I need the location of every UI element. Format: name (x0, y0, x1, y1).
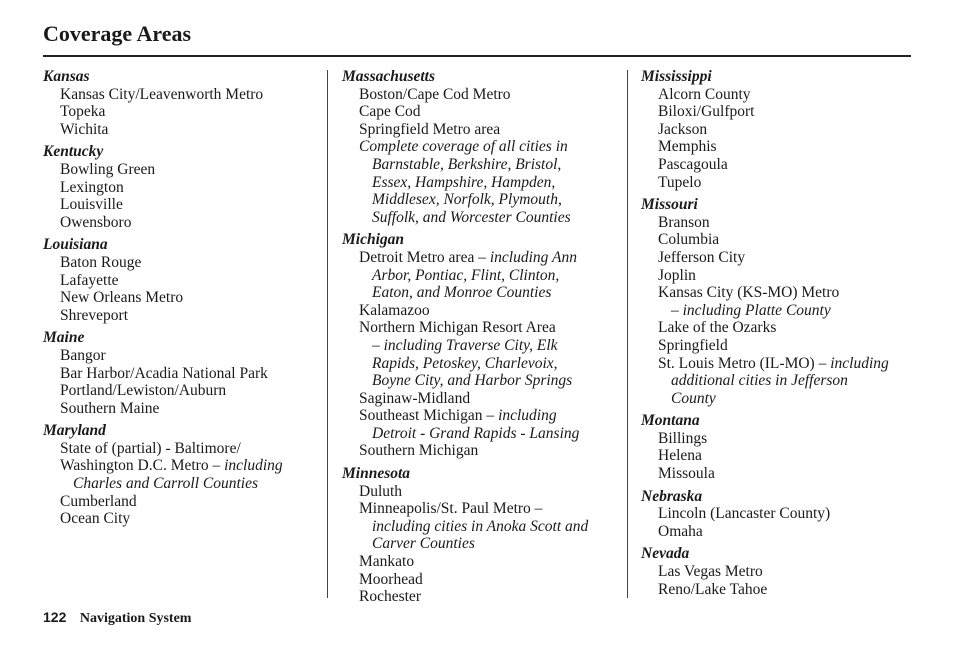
state-heading (342, 68, 627, 86)
coverage-area-item (641, 231, 916, 249)
entry-text: Mississippi (641, 68, 712, 85)
coverage-area-item (641, 138, 916, 156)
entry-text: Springfield Metro area (359, 120, 501, 138)
coverage-area-item (641, 355, 916, 373)
entry-text: Kentucky (43, 143, 104, 161)
coverage-note-line (342, 174, 627, 192)
entry-text: Tupelo (658, 173, 702, 191)
entry-text: Reno/Lake Tahoe (658, 580, 768, 598)
entry-text: Las Vegas Metro (658, 563, 763, 581)
entry-text: Cumberland (60, 492, 137, 510)
entry-text: Maryland (43, 422, 106, 440)
coverage-area-item (43, 103, 323, 121)
coverage-area-item (342, 103, 627, 121)
coverage-area-item (641, 103, 916, 121)
coverage-area-item (43, 307, 323, 325)
coverage-area-item (342, 407, 627, 425)
coverage-note-line (342, 284, 627, 302)
coverage-note-line (641, 372, 916, 390)
coverage-area-item (641, 581, 916, 599)
coverage-area-item (342, 390, 627, 408)
coverage-note-line (641, 390, 916, 408)
entry-text: Alcorn County (658, 85, 751, 103)
entry-text: Maine (43, 329, 85, 347)
column-divider (627, 70, 628, 598)
coverage-note-line (342, 425, 627, 443)
coverage-column-2 (342, 68, 627, 606)
title-rule (43, 55, 911, 57)
entry-text: Bowling Green (60, 160, 156, 178)
coverage-area-item (641, 156, 916, 174)
entry-text: Baton Rouge (60, 253, 142, 271)
entry-text: Boston/Cape Cod Metro (359, 85, 511, 103)
entry-text: Jefferson City (658, 248, 746, 266)
coverage-note-line (342, 355, 627, 373)
entry-italic-text: including (498, 407, 557, 425)
coverage-area-item (342, 249, 627, 267)
entry-text: Boyne City, and Harbor Springs (372, 372, 573, 390)
entry-text: Montana (641, 412, 700, 430)
entry-text: New Orleans Metro (60, 289, 184, 307)
page-number: 122 (43, 609, 67, 625)
state-heading (43, 143, 323, 161)
entry-text: Owensboro (60, 213, 132, 231)
entry-text: Michigan (342, 231, 405, 249)
entry-text: Mankato (359, 553, 415, 571)
entry-text: Suffolk, and Worcester Counties (372, 208, 571, 226)
entry-text: Missoula (658, 465, 715, 483)
coverage-area-item (641, 430, 916, 448)
coverage-area-item (641, 465, 916, 483)
coverage-area-item (43, 382, 323, 400)
entry-text: Bar Harbor/Acadia National Park (60, 364, 268, 382)
coverage-area-item (43, 121, 323, 139)
coverage-area-item (641, 319, 916, 337)
entry-text: Memphis (658, 138, 717, 156)
entry-text: Springfield (658, 336, 728, 354)
coverage-area-item (43, 254, 323, 272)
coverage-area-item (43, 196, 323, 214)
entry-text: Nevada (641, 545, 690, 563)
coverage-note-line (342, 518, 627, 536)
coverage-area-item (342, 500, 627, 518)
entry-text: Saginaw-Midland (359, 389, 471, 407)
entry-text: Kansas (43, 68, 90, 85)
coverage-area-item (641, 86, 916, 104)
footer-section: Navigation System (79, 611, 192, 626)
coverage-area-item (43, 400, 323, 418)
coverage-area-item (342, 553, 627, 571)
entry-text: Rochester (359, 588, 421, 606)
entry-text: Cape Cod (359, 103, 421, 121)
coverage-area-item (342, 319, 627, 337)
state-heading (641, 488, 916, 506)
entry-text: Middlesex, Norfolk, Plymouth, (372, 191, 562, 209)
coverage-area-item (641, 249, 916, 267)
coverage-area-item (641, 523, 916, 541)
state-heading (43, 329, 323, 347)
coverage-note-line (342, 535, 627, 553)
coverage-area-item (342, 302, 627, 320)
coverage-area-item (43, 179, 323, 197)
state-heading (641, 412, 916, 430)
coverage-area-item (43, 272, 323, 290)
coverage-area-item (641, 267, 916, 285)
entry-text: Kansas City (KS-MO) Metro (658, 284, 840, 302)
coverage-area-item (641, 337, 916, 355)
state-heading (43, 68, 323, 86)
entry-text: Columbia (658, 231, 720, 249)
entry-text: Southeast Michigan – (359, 407, 499, 425)
coverage-note-line (342, 267, 627, 285)
coverage-area-item (342, 442, 627, 460)
coverage-column-1 (43, 68, 323, 528)
coverage-area-item (342, 483, 627, 501)
coverage-area-item (641, 214, 916, 232)
entry-text: Wichita (60, 120, 109, 138)
coverage-area-item (43, 289, 323, 307)
state-heading (641, 68, 916, 86)
entry-text: Ocean City (60, 510, 131, 528)
page-footer (43, 609, 191, 627)
entry-text: Nebraska (641, 487, 703, 505)
entry-text: additional cities in Jefferson (671, 372, 848, 390)
coverage-area-item (43, 161, 323, 179)
entry-text: Arbor, Pontiac, Flint, Clinton, (372, 266, 560, 284)
page-title: Coverage Areas (43, 21, 192, 46)
entry-text: Lincoln (Lancaster County) (658, 505, 831, 523)
entry-text: Louisville (60, 196, 123, 214)
coverage-area-item (43, 86, 323, 104)
coverage-area-item (641, 505, 916, 523)
coverage-area-item (641, 284, 916, 302)
state-heading (342, 231, 627, 249)
entry-text: Rapids, Petoskey, Charlevoix, (372, 354, 558, 372)
coverage-area-item (43, 214, 323, 232)
entry-text: Detroit - Grand Rapids - Lansing (372, 424, 580, 442)
entry-text: Biloxi/Gulfport (658, 103, 755, 121)
entry-text: – including Traverse City, Elk (372, 336, 558, 354)
entry-text: Eaton, and Monroe Counties (372, 284, 552, 302)
entry-text: Pascagoula (658, 155, 728, 173)
entry-text: Shreveport (60, 306, 129, 324)
state-heading (641, 545, 916, 563)
entry-text: Massachusetts (342, 68, 436, 85)
coverage-area-item (641, 563, 916, 581)
state-heading (43, 236, 323, 254)
entry-text: Carver Counties (372, 535, 475, 553)
entry-italic-text: including (224, 457, 283, 475)
entry-text: Lafayette (60, 271, 119, 289)
entry-text: Southern Michigan (359, 442, 479, 460)
entry-text: Detroit Metro area – (359, 248, 490, 266)
entry-text: State of (partial) - Baltimore/ (60, 439, 241, 457)
entry-text: Topeka (60, 103, 106, 121)
entry-text: Northern Michigan Resort Area (359, 319, 556, 337)
entry-text: Essex, Hampshire, Hampden, (372, 173, 556, 191)
entry-text: Lake of the Ozarks (658, 319, 777, 337)
coverage-note-line (342, 337, 627, 355)
coverage-area-item (43, 347, 323, 365)
coverage-area-item (342, 86, 627, 104)
state-heading (342, 465, 627, 483)
coverage-note-line (43, 475, 323, 493)
entry-text: Jackson (658, 120, 708, 138)
coverage-area-item (43, 510, 323, 528)
coverage-note-line (342, 372, 627, 390)
entry-text: Missouri (641, 196, 698, 214)
coverage-area-item (641, 447, 916, 465)
entry-text: Branson (658, 213, 710, 231)
entry-text: Portland/Lewiston/Auburn (60, 382, 227, 400)
coverage-area-item (342, 121, 627, 139)
entry-text: Minneapolis/St. Paul Metro – (359, 500, 543, 518)
coverage-area-item (43, 365, 323, 383)
entry-italic-text: Complete coverage of all cities in (359, 138, 568, 156)
entry-italic-text: including (830, 354, 889, 372)
column-divider (327, 70, 328, 598)
coverage-area-item (342, 588, 627, 606)
entry-text: Washington D.C. Metro – (60, 457, 225, 475)
entry-text: Bangor (60, 346, 106, 364)
state-heading (641, 196, 916, 214)
entry-text: Helena (658, 447, 702, 465)
coverage-note-line (342, 191, 627, 209)
entry-text: Moorhead (359, 570, 423, 588)
coverage-note-line (342, 209, 627, 227)
entry-text: – including Platte County (671, 301, 831, 319)
coverage-area-item (342, 138, 627, 156)
coverage-note-line (342, 156, 627, 174)
entry-text: Omaha (658, 522, 703, 540)
entry-text: Minnesota (342, 465, 411, 483)
entry-text: St. Louis Metro (IL-MO) – (658, 354, 831, 372)
coverage-note-line (641, 302, 916, 320)
entry-text: Louisiana (43, 236, 108, 254)
coverage-area-item (641, 174, 916, 192)
coverage-column-3 (641, 68, 916, 598)
coverage-area-item (43, 440, 323, 458)
entry-text: Lexington (60, 178, 124, 196)
entry-text: including cities in Anoka Scott and (372, 517, 589, 535)
entry-text: Charles and Carroll Counties (73, 475, 259, 493)
entry-text: Southern Maine (60, 399, 160, 417)
entry-text: Kalamazoo (359, 301, 430, 319)
coverage-area-item (641, 121, 916, 139)
entry-italic-text: including Ann (489, 248, 577, 266)
coverage-area-item (342, 571, 627, 589)
entry-text: Billings (658, 429, 708, 447)
entry-text: County (671, 389, 716, 407)
entry-text: Duluth (359, 482, 403, 500)
coverage-area-item (43, 457, 323, 475)
coverage-area-item (43, 493, 323, 511)
entry-text: Barnstable, Berkshire, Bristol, (372, 155, 562, 173)
state-heading (43, 422, 323, 440)
entry-text: Kansas City/Leavenworth Metro (60, 85, 264, 103)
entry-text: Joplin (658, 266, 696, 284)
